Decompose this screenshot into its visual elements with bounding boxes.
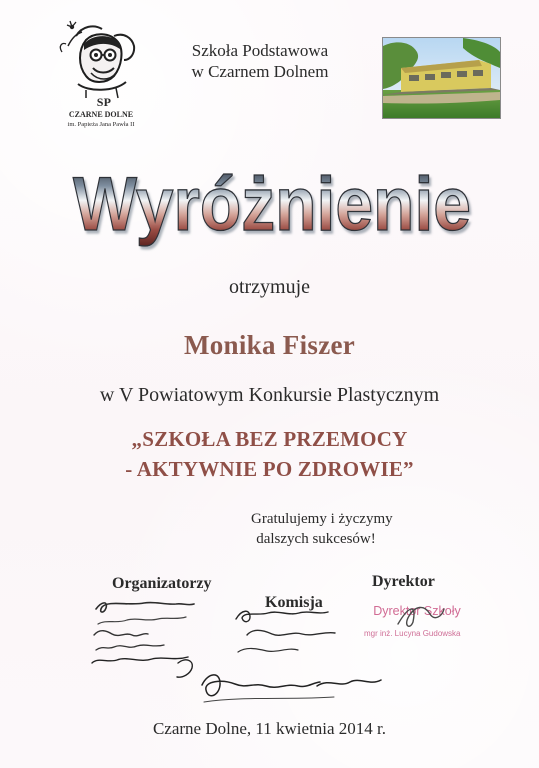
congratulations-text	[251, 509, 393, 549]
school-logo-emblem-icon	[58, 18, 144, 102]
congratulations-line2: dalszych sukcesów!	[256, 531, 376, 547]
logo-patron: im. Papieża Jana Pawła II	[67, 121, 135, 128]
theme-line1: „SZKOŁA BEZ PRZEMOCY	[131, 427, 408, 451]
receives-label: otrzymuje	[228, 276, 311, 298]
school-building-image	[383, 38, 500, 118]
stamp-title: Dyrektor Szkoły	[373, 604, 461, 618]
logo-town: CZARNE DOLNE	[68, 110, 134, 119]
school-name-line2: w Czarnem Dolnem	[191, 62, 329, 81]
place-and-date: Czarne Dolne, 11 kwietnia 2014 r.	[152, 719, 387, 738]
congratulations-line1: Gratulujemy i życzymy	[251, 511, 393, 527]
contest-description: w V Powiatowym Konkursie Plastycznym	[99, 384, 440, 406]
school-name	[165, 40, 355, 82]
school-logo	[58, 18, 144, 128]
organizers-signatures	[88, 599, 208, 681]
theme-line2: - AKTYWNIE PO ZDROWIE”	[125, 457, 414, 481]
director-signature	[393, 597, 448, 632]
school-name-line1: Szkoła Podstawowa	[191, 41, 329, 60]
commission-signatures	[232, 606, 340, 664]
organizers-label: Organizatorzy	[112, 575, 212, 592]
contest-theme	[0, 424, 539, 484]
director-stamp	[358, 604, 476, 646]
school-building-photo	[382, 37, 501, 119]
logo-abbreviation: SP	[96, 95, 112, 109]
commission-label: Komisja	[265, 594, 323, 611]
recipient-name: Monika Fiszer	[183, 330, 356, 360]
certificate-title	[62, 150, 482, 255]
director-label: Dyrektor	[372, 573, 435, 590]
bottom-signature	[196, 666, 390, 710]
stamp-name: mgr inż. Lucyna Gudowska	[364, 629, 461, 638]
title-graphic	[62, 150, 482, 255]
certificate-title-text: Wyróżnienie	[73, 162, 471, 247]
